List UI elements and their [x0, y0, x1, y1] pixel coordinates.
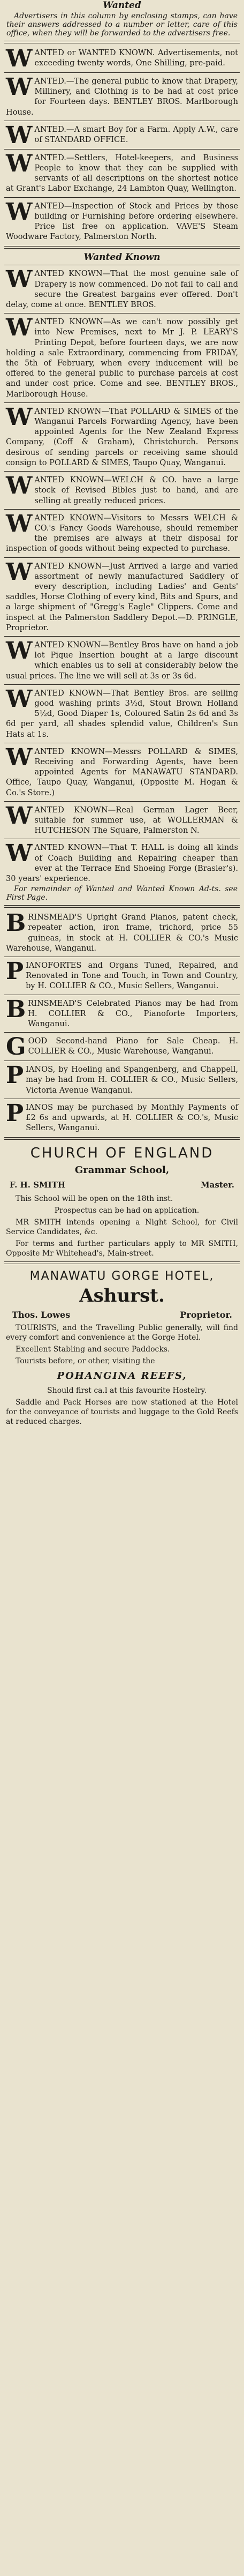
ad-separator — [4, 557, 240, 558]
hotel-name: Ashurst. — [79, 1285, 165, 1307]
ad-text: IANOS, by Hoeling and Spangenberg, and Chappell, may be had from H. COLLIER & CO., Music Sellers, Victoria Avenue Wanganui. — [26, 1065, 238, 1095]
drop-cap: W — [6, 637, 33, 664]
drop-cap: W — [6, 73, 33, 101]
classified-ad — [6, 267, 238, 311]
ad-text: ANTED KNOWN—That T. HALL is doing all kinds of Coach Building and Repairing cheaper than ever at the Terrace End Shoeing Forge (Brasier's). 30 years' experience. — [6, 843, 238, 883]
drop-cap: W — [6, 558, 33, 586]
classified-ad — [6, 512, 238, 555]
ad-text: ANTED KNOWN—That POLLARD & SIMES of the Wanganui Parcels Forwarding Agency, have been appointed Agents for the New Zealand Express Company, (Coff & Graham), Christchurch. Persons desirous of sending parcels or receiving same should consign to POLLARD & SIMES, Taupo Quay, Wanganui. — [6, 406, 238, 467]
section-header-wanted: Wanted — [103, 0, 141, 11]
drop-cap: W — [6, 472, 33, 500]
classified-ad — [6, 997, 238, 1031]
ad-separator — [4, 509, 240, 510]
newspaper-column — [4, 0, 240, 1427]
classified-ad — [6, 474, 238, 507]
drop-cap: W — [6, 510, 33, 537]
drop-cap: P — [6, 1062, 24, 1089]
divider — [4, 905, 240, 908]
ad-separator — [4, 402, 240, 403]
hotel-horses-text: Saddle and Pack Horses are now stationed at the Hotel for the conveyance of tourists and luggage to the Gold Reefs at reduced charges. — [6, 1398, 238, 1427]
classified-ad — [6, 1063, 238, 1096]
hotel-visiting-text: Tourists before, or other, visiting the — [16, 1357, 155, 1366]
classified-ad — [6, 745, 238, 799]
drop-cap: W — [6, 685, 33, 713]
proprietor-name: Thos. Lowes — [12, 1310, 71, 1320]
classified-ad — [6, 316, 238, 400]
music-ads-list — [4, 911, 240, 1134]
divider — [4, 246, 240, 249]
ad-separator — [4, 197, 240, 198]
ad-text: RINSMEAD'S Celebrated Pianos may be had from H. COLLIER & CO., Pianoforte Importers, Wanganui. — [28, 998, 238, 1029]
drop-cap: G — [6, 1033, 26, 1061]
ad-separator — [4, 684, 240, 685]
divider — [4, 41, 240, 43]
drop-cap: W — [6, 150, 33, 177]
school-terms-text: For terms and further particulars apply to MR SMITH, Opposite Mr Whitehead's, Main-street. — [6, 1240, 238, 1258]
wanted-ads-list — [4, 47, 240, 243]
ad-text: ANTED.—Settlers, Hotel-keepers, and Business People to know that they can be supplied with servants of all descriptions on the shortest notice at Grant's Labor Exchange, 24 Lambton Quay, Wellington. — [6, 153, 238, 193]
classified-ad — [6, 911, 238, 954]
gorge-hotel-ad — [4, 1270, 240, 1427]
drop-cap: W — [6, 266, 33, 294]
school-open-text: This School will be open on the 18th inst. — [16, 1194, 173, 1204]
hotel-tourists-text: TOURISTS, and the Travelling Public generally, will find every comfort and convenience at the Gorge Hotel. — [6, 1324, 238, 1342]
ad-text: ANTED KNOWN—That Bentley Bros. are selling good washing prints 3½d, Stout Brown Holland 5½d, Good Diaper 1s, Coloured Satin 2s 6d and 3s 6d per yard, all shades splendid value, Children's Sun Hats at 1s. — [6, 688, 238, 739]
master-role: Master. — [201, 1180, 234, 1190]
ad-text: ANTED.—A smart Boy for a Farm. Apply A.W., care of STANDARD OFFICE. — [34, 124, 238, 145]
classified-ad — [6, 152, 238, 195]
ad-text: ANTED.—The general public to know that Drapery, Millinery, and Clothing is to be had at cost price for Fourteen days. BENTLEY BROS. Marlborough House. — [6, 77, 238, 117]
ad-text: ANTED KNOWN—Just Arrived a large and varied assortment of newly manufactured Saddlery of every description, including Ladies' and Gents' saddles, Horse Clothing of every kind, Bits and Spurs, and a large shipment of "Gregg's Eagle" Clippers. Come and inspect at the Palmerston Saddlery Depot.—D. PRINGLE, Proprietor. — [6, 561, 238, 632]
ad-text: ANTED KNOWN—That the most genuine sale of Drapery is now commenced. Do not fail to call and secure the Greatest bargains ever offered. Don't delay, come at once. BENTLEY BROS. — [6, 269, 238, 310]
classified-ad — [6, 47, 238, 70]
drop-cap: B — [6, 995, 26, 1023]
hotel-hostelry-text: Should first ca.l at this favourite Hostelry. — [47, 1386, 207, 1395]
ad-text: ANTED or WANTED KNOWN. Advertisements, not exceeding twenty words, One Shilling, pre-paid. — [34, 48, 238, 68]
drop-cap: W — [6, 743, 33, 771]
classified-ad — [6, 804, 238, 837]
ad-separator — [4, 149, 240, 150]
ad-text: ANTED KNOWN—WELCH & CO. have a large stock of Revised Bibles just to hand, and are selling at greatly reduced prices. — [34, 475, 238, 505]
proprietor-role: Proprietor. — [180, 1310, 232, 1320]
divider — [4, 1261, 240, 1264]
ad-separator — [4, 471, 240, 472]
drop-cap: W — [6, 198, 33, 226]
section-header-wanted-known: Wanted Known — [83, 252, 161, 263]
drop-cap: W — [6, 314, 33, 342]
classified-ad — [6, 75, 238, 118]
school-subtitle: Grammar School, — [74, 1164, 170, 1176]
classified-ad — [6, 959, 238, 992]
ad-separator — [4, 1032, 240, 1033]
school-master-line — [10, 1180, 234, 1190]
school-prospectus-text: Prospectus can be had on application. — [54, 1206, 200, 1215]
ad-separator — [4, 636, 240, 637]
grammar-school-ad — [4, 1145, 240, 1258]
hotel-title: MANAWATU GORGE HOTEL, — [29, 1270, 215, 1283]
school-night-text: MR SMITH intends opening a Night School, for Civil Service Candidates, &c. — [6, 1218, 238, 1237]
hotel-stabling-text: Excellent Stabling and secure Paddocks. — [16, 1345, 170, 1354]
wanted-known-ads-list — [4, 267, 240, 885]
ad-text: ANTED—Inspection of Stock and Prices by those building or Furnishing before ordering elsewhere. Price list free on application. VAVE'S Steam Woodware Factory, Palmerston North. — [6, 201, 238, 242]
master-name: F. H. SMITH — [10, 1180, 65, 1190]
ad-text: IANOFORTES and Organs Tuned, Repaired, and Renovated in Tone and Touch, in Town and Country, by H. COLLIER & CO., Music Sellers, Wanganui. — [26, 961, 238, 991]
ad-text: ANTED KNOWN—Messrs POLLARD & SIMES, Receiving and Forwarding Agents, have been appointed Agents for MANAWATU STANDARD. Office, Taupo Quay, Wanganui, (Opposite M. Hogan & Co.'s Store.) — [6, 746, 238, 797]
classified-ad — [6, 639, 238, 682]
drop-cap: W — [6, 403, 33, 431]
ad-separator — [4, 801, 240, 802]
hotel-reefs-heading: POHANGINA REEFS, — [57, 1370, 187, 1382]
drop-cap: W — [6, 45, 33, 72]
drop-cap: W — [6, 840, 33, 868]
advertisers-notice: Advertisers in this column by enclosing stamps, can have their answers addressed to a number or letter, care of this office, when they will be forwarded to the advertisers free. — [6, 12, 238, 38]
school-title: CHURCH OF ENGLAND — [30, 1145, 214, 1162]
classified-ad — [6, 560, 238, 634]
forward-note: For remainder of Wanted and Wanted Known Ad-ts. see First Page. — [6, 885, 238, 902]
classified-ad — [6, 1033, 238, 1061]
ad-text: RINSMEAD'S Upright Grand Pianos, patent check, repeater action, iron frame, trichord, price 55 guineas, in stock at H. COLLIER & CO.'s Music Warehouse, Wanganui. — [6, 913, 238, 953]
classified-ad — [6, 405, 238, 469]
drop-cap: B — [6, 909, 26, 937]
ad-separator — [4, 72, 240, 73]
ad-text: ANTED KNOWN—Real German Lager Beer, suitable for summer use, at WOLLERMAN & HUTCHESON The Square, Palmerston N. — [34, 805, 238, 835]
classified-ad — [6, 200, 238, 243]
classified-ad — [6, 687, 238, 741]
divider — [4, 1137, 240, 1140]
drop-cap: P — [6, 1099, 24, 1127]
ad-text: ANTED KNOWN—As we can't now possibly get into New Premises, next to Mr J. P. LEARY'S Printing Depot, before fourteen days, we are now holding a sale Extraordinary, commencing from FRIDAY, the 5th of February, when every inducement will be offered to the general public to purchase parcels at cost and under cost price. Come and see. BENTLEY BROS., Marlborough House. — [6, 317, 238, 399]
classified-ad — [6, 841, 238, 885]
ad-text: IANOS may be purchased by Monthly Payments of £2 6s and upwards, at H. COLLIER & CO.'s, Music Sellers, Wanganui. — [26, 1102, 238, 1133]
classified-ad — [6, 1101, 238, 1134]
ad-text: ANTED KNOWN—Visitors to Messrs WELCH & CO.'s Fancy Goods Warehouse, should remember the premises are always at their disposal for inspection of goods without being expected to purchase. — [6, 513, 238, 554]
ad-text: OOD Second-hand Piano for Sale Cheap. H. COLLIER & CO., Music Warehouse, Wanganui. — [28, 1036, 238, 1056]
ad-text: ANTED KNOWN—Bentley Bros have on hand a job lot Pique Insertion bought at a large discount which enables us to sell at considerably below the usual prices. The line we will sell at 3s or 3s 6d. — [6, 640, 238, 681]
drop-cap: W — [6, 121, 33, 149]
classified-ad — [6, 123, 238, 147]
drop-cap: P — [6, 958, 24, 985]
hotel-proprietor-line — [12, 1310, 232, 1320]
drop-cap: W — [6, 802, 33, 830]
